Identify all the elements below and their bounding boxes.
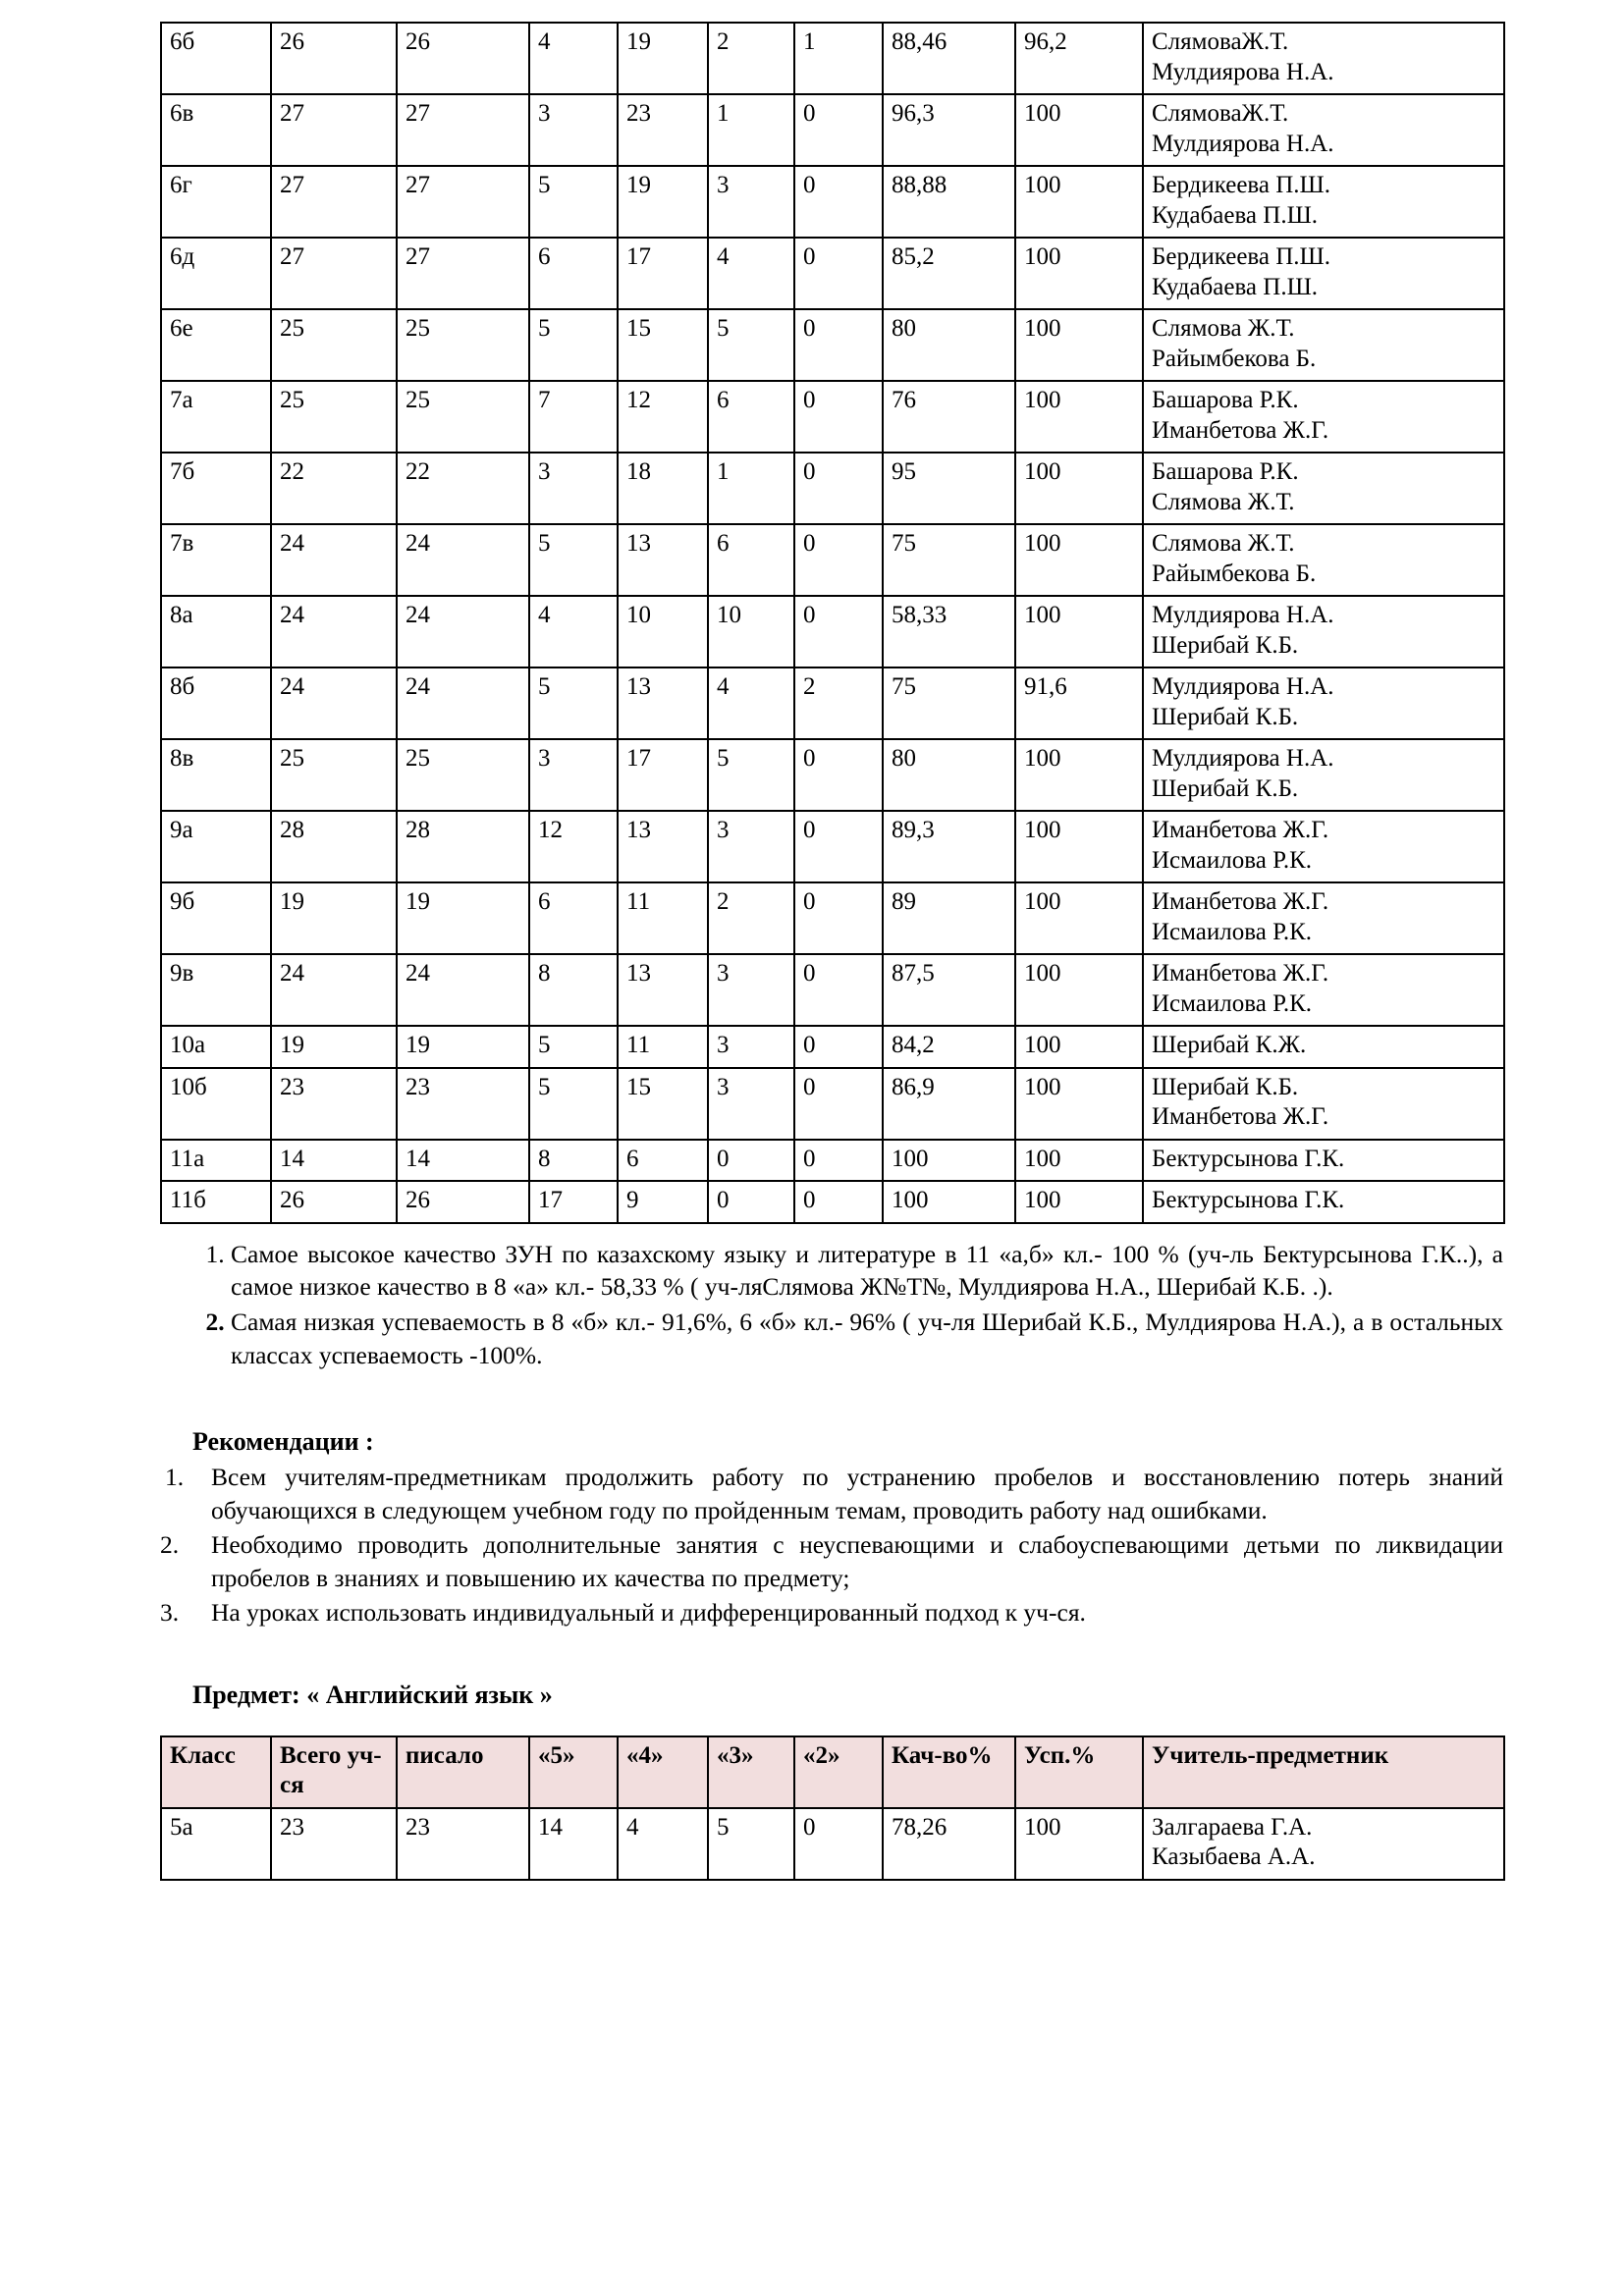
cell-mark3: 4 xyxy=(708,238,794,309)
cell-quality: 78,26 xyxy=(883,1808,1015,1880)
cell-mark4: 17 xyxy=(618,739,708,811)
cell-class: 9а xyxy=(161,811,271,882)
cell-teachers xyxy=(1143,811,1504,882)
teacher-name: Бектурсынова Г.К. xyxy=(1152,1145,1345,1172)
table-row xyxy=(161,381,1504,453)
cell-mark5: 8 xyxy=(529,1140,618,1182)
cell-mark3: 1 xyxy=(708,453,794,524)
col-header-teacher: Учитель-предметник xyxy=(1143,1736,1504,1808)
list-item xyxy=(160,1596,1503,1629)
teacher-name: Исмаилова Р.К. xyxy=(1152,989,1313,1017)
cell-teachers xyxy=(1143,667,1504,739)
cell-wrote: 25 xyxy=(397,381,529,453)
cell-mark3: 5 xyxy=(708,1808,794,1880)
cell-quality: 96,3 xyxy=(883,94,1015,166)
cell-success: 100 xyxy=(1015,238,1143,309)
cell-quality: 88,88 xyxy=(883,166,1015,238)
cell-class: 11а xyxy=(161,1140,271,1182)
cell-class: 6д xyxy=(161,238,271,309)
cell-total: 24 xyxy=(271,667,397,739)
cell-mark2: 0 xyxy=(794,1068,883,1140)
table-row xyxy=(161,1026,1504,1068)
teacher-name: Казыбаева А.А. xyxy=(1152,1843,1316,1871)
cell-success: 100 xyxy=(1015,309,1143,381)
cell-mark5: 5 xyxy=(529,166,618,238)
cell-wrote: 26 xyxy=(397,23,529,94)
cell-mark2: 0 xyxy=(794,1808,883,1880)
cell-mark5: 12 xyxy=(529,811,618,882)
cell-quality: 75 xyxy=(883,524,1015,596)
cell-success: 100 xyxy=(1015,1068,1143,1140)
cell-total: 26 xyxy=(271,23,397,94)
list-item-text: На уроках использовать индивидуальный и дифференцированный подход к уч-ся. xyxy=(211,1597,1086,1627)
teacher-name: Слямова Ж.Т. xyxy=(1152,530,1295,557)
cell-mark2: 1 xyxy=(794,23,883,94)
cell-mark4: 19 xyxy=(618,166,708,238)
teacher-name: Иманбетова Ж.Г. xyxy=(1152,817,1329,843)
col-header-mark2: «2» xyxy=(794,1736,883,1808)
cell-mark2: 0 xyxy=(794,811,883,882)
cell-total: 23 xyxy=(271,1808,397,1880)
cell-total: 28 xyxy=(271,811,397,882)
subject-table-body xyxy=(161,1808,1504,1880)
cell-class: 6г xyxy=(161,166,271,238)
cell-mark2: 0 xyxy=(794,882,883,954)
cell-quality: 87,5 xyxy=(883,954,1015,1026)
table-row xyxy=(161,811,1504,882)
teacher-name: Слямова Ж.Т. xyxy=(1152,315,1295,342)
cell-wrote: 24 xyxy=(397,524,529,596)
recommendations-title: Рекомендации : xyxy=(192,1427,374,1457)
teacher-name: Мулдиярова Н.А. xyxy=(1152,58,1334,85)
table-row xyxy=(161,94,1504,166)
cell-mark2: 0 xyxy=(794,453,883,524)
cell-mark4: 19 xyxy=(618,23,708,94)
table-row xyxy=(161,596,1504,667)
teacher-name: Шерибай К.Б. xyxy=(1152,631,1299,659)
cell-total: 14 xyxy=(271,1140,397,1182)
cell-wrote: 26 xyxy=(397,1181,529,1223)
list-item: 1. Самое высокое качество ЗУН по казахскому языку и литературе в 11 «а,б» кл.- 100 % (уч-ль Бектурсынова Г.К..), а самое низкое качество в 8 «а» кл.- 58,33 % ( уч-ляСлямова Ж№Т№, Мулдиярова Н.А., Шерибай К.Б. .). xyxy=(231,1238,1503,1305)
col-header-success: Усп.% xyxy=(1015,1736,1143,1808)
cell-mark5: 5 xyxy=(529,1068,618,1140)
cell-wrote: 28 xyxy=(397,811,529,882)
teacher-name: Кудабаева П.Ш. xyxy=(1152,273,1319,300)
teacher-name: Шерибай К.Б. xyxy=(1152,774,1299,802)
cell-teachers xyxy=(1143,954,1504,1026)
teacher-name: Иманбетова Ж.Г. xyxy=(1152,416,1329,444)
cell-mark2: 0 xyxy=(794,1181,883,1223)
cell-quality: 75 xyxy=(883,667,1015,739)
cell-mark4: 9 xyxy=(618,1181,708,1223)
cell-quality: 100 xyxy=(883,1181,1015,1223)
cell-success: 100 xyxy=(1015,1181,1143,1223)
cell-mark4: 12 xyxy=(618,381,708,453)
cell-success: 100 xyxy=(1015,954,1143,1026)
cell-success: 100 xyxy=(1015,1140,1143,1182)
cell-wrote: 23 xyxy=(397,1068,529,1140)
cell-wrote: 27 xyxy=(397,238,529,309)
cell-wrote: 27 xyxy=(397,94,529,166)
cell-mark4: 13 xyxy=(618,667,708,739)
cell-class: 7б xyxy=(161,453,271,524)
col-header-total: Всего уч-ся xyxy=(271,1736,397,1808)
table-row xyxy=(161,309,1504,381)
cell-mark5: 5 xyxy=(529,309,618,381)
recommendations-list xyxy=(160,1461,1503,1629)
cell-class: 6б xyxy=(161,23,271,94)
cell-mark3: 5 xyxy=(708,309,794,381)
cell-wrote: 27 xyxy=(397,166,529,238)
cell-teachers xyxy=(1143,882,1504,954)
teacher-name: Райымбекова Б. xyxy=(1152,560,1317,587)
list-item-number: 3. xyxy=(160,1597,180,1627)
cell-mark3: 3 xyxy=(708,1026,794,1068)
cell-wrote: 25 xyxy=(397,739,529,811)
cell-mark5: 7 xyxy=(529,381,618,453)
cell-quality: 84,2 xyxy=(883,1026,1015,1068)
cell-total: 27 xyxy=(271,166,397,238)
teacher-name: Кудабаева П.Ш. xyxy=(1152,201,1319,229)
cell-teachers xyxy=(1143,453,1504,524)
grades-table xyxy=(160,22,1505,1224)
cell-mark3: 3 xyxy=(708,811,794,882)
cell-mark5: 4 xyxy=(529,596,618,667)
table-row xyxy=(161,453,1504,524)
cell-teachers xyxy=(1143,23,1504,94)
cell-mark2: 0 xyxy=(794,309,883,381)
teacher-name: Иманбетова Ж.Г. xyxy=(1152,1103,1329,1130)
cell-wrote: 25 xyxy=(397,309,529,381)
grades-table-body xyxy=(161,23,1504,1223)
cell-success: 100 xyxy=(1015,811,1143,882)
cell-quality: 58,33 xyxy=(883,596,1015,667)
cell-success: 100 xyxy=(1015,524,1143,596)
teacher-name: Иманбетова Ж.Г. xyxy=(1152,960,1329,987)
cell-wrote: 22 xyxy=(397,453,529,524)
cell-teachers xyxy=(1143,309,1504,381)
cell-class: 6е xyxy=(161,309,271,381)
teacher-name: Бердикеева П.Ш. xyxy=(1152,243,1331,270)
subject-title: Предмет: « Английский язык » xyxy=(192,1680,553,1709)
cell-mark4: 15 xyxy=(618,309,708,381)
cell-wrote: 24 xyxy=(397,954,529,1026)
cell-wrote: 23 xyxy=(397,1808,529,1880)
cell-mark4: 11 xyxy=(618,1026,708,1068)
cell-total: 25 xyxy=(271,739,397,811)
teacher-name: Слямова Ж.Т. xyxy=(1152,488,1295,515)
cell-success: 100 xyxy=(1015,166,1143,238)
col-header-mark3: «3» xyxy=(708,1736,794,1808)
teacher-name: Исмаилова Р.К. xyxy=(1152,846,1313,874)
table-row xyxy=(161,1140,1504,1182)
cell-class: 9в xyxy=(161,954,271,1026)
cell-mark3: 5 xyxy=(708,739,794,811)
cell-wrote: 14 xyxy=(397,1140,529,1182)
cell-mark5: 5 xyxy=(529,524,618,596)
cell-class: 5а xyxy=(161,1808,271,1880)
table-row xyxy=(161,166,1504,238)
cell-quality: 95 xyxy=(883,453,1015,524)
cell-mark3: 2 xyxy=(708,882,794,954)
table-row xyxy=(161,954,1504,1026)
cell-mark5: 4 xyxy=(529,23,618,94)
cell-mark5: 8 xyxy=(529,954,618,1026)
cell-teachers xyxy=(1143,1140,1504,1182)
cell-class: 10б xyxy=(161,1068,271,1140)
teacher-name: Мулдиярова Н.А. xyxy=(1152,673,1334,700)
cell-mark4: 11 xyxy=(618,882,708,954)
cell-mark3: 3 xyxy=(708,954,794,1026)
list-item-text: Необходимо проводить дополнительные занятия с неуспевающими и слабоуспевающими детьми по ликвидации пробелов в знаниях и повышению их качества по предмету; xyxy=(211,1529,1503,1592)
table-row xyxy=(161,739,1504,811)
findings-list xyxy=(160,1238,1503,1373)
cell-success: 100 xyxy=(1015,1026,1143,1068)
cell-wrote: 24 xyxy=(397,596,529,667)
cell-quality: 100 xyxy=(883,1140,1015,1182)
cell-mark5: 5 xyxy=(529,1026,618,1068)
col-header-mark5: «5» xyxy=(529,1736,618,1808)
cell-mark2: 0 xyxy=(794,166,883,238)
teacher-name: Иманбетова Ж.Г. xyxy=(1152,888,1329,915)
cell-success: 100 xyxy=(1015,739,1143,811)
cell-total: 24 xyxy=(271,954,397,1026)
cell-class: 8а xyxy=(161,596,271,667)
cell-teachers xyxy=(1143,94,1504,166)
cell-mark4: 6 xyxy=(618,1140,708,1182)
teacher-name: Башарова Р.К. xyxy=(1152,387,1299,413)
cell-mark2: 0 xyxy=(794,596,883,667)
cell-teachers xyxy=(1143,166,1504,238)
cell-quality: 80 xyxy=(883,739,1015,811)
subject-table xyxy=(160,1735,1505,1881)
table-row xyxy=(161,667,1504,739)
cell-mark4: 18 xyxy=(618,453,708,524)
cell-mark4: 13 xyxy=(618,524,708,596)
table-row xyxy=(161,23,1504,94)
cell-mark3: 0 xyxy=(708,1181,794,1223)
cell-success: 91,6 xyxy=(1015,667,1143,739)
cell-mark4: 4 xyxy=(618,1808,708,1880)
page-content xyxy=(160,22,1503,1881)
col-header-wrote: писало xyxy=(397,1736,529,1808)
cell-mark5: 6 xyxy=(529,238,618,309)
table-row xyxy=(161,238,1504,309)
cell-mark2: 0 xyxy=(794,524,883,596)
teacher-name: Мулдиярова Н.А. xyxy=(1152,745,1334,772)
cell-mark5: 14 xyxy=(529,1808,618,1880)
cell-success: 100 xyxy=(1015,596,1143,667)
cell-class: 7а xyxy=(161,381,271,453)
cell-mark2: 0 xyxy=(794,238,883,309)
cell-total: 24 xyxy=(271,524,397,596)
cell-mark5: 6 xyxy=(529,882,618,954)
cell-total: 22 xyxy=(271,453,397,524)
cell-teachers xyxy=(1143,1026,1504,1068)
cell-success: 100 xyxy=(1015,1808,1143,1880)
cell-teachers xyxy=(1143,739,1504,811)
cell-mark3: 6 xyxy=(708,381,794,453)
cell-total: 27 xyxy=(271,94,397,166)
cell-mark5: 5 xyxy=(529,667,618,739)
cell-mark5: 3 xyxy=(529,739,618,811)
cell-mark3: 3 xyxy=(708,1068,794,1140)
cell-class: 8в xyxy=(161,739,271,811)
cell-mark5: 3 xyxy=(529,453,618,524)
cell-mark3: 0 xyxy=(708,1140,794,1182)
cell-total: 26 xyxy=(271,1181,397,1223)
cell-mark3: 3 xyxy=(708,166,794,238)
cell-class: 11б xyxy=(161,1181,271,1223)
cell-quality: 89,3 xyxy=(883,811,1015,882)
cell-quality: 85,2 xyxy=(883,238,1015,309)
cell-total: 25 xyxy=(271,309,397,381)
teacher-name: Бектурсынова Г.К. xyxy=(1152,1187,1345,1213)
subject-table-head xyxy=(161,1736,1504,1808)
cell-quality: 89 xyxy=(883,882,1015,954)
cell-mark2: 2 xyxy=(794,667,883,739)
cell-teachers xyxy=(1143,1181,1504,1223)
cell-mark4: 13 xyxy=(618,954,708,1026)
cell-mark3: 4 xyxy=(708,667,794,739)
teacher-name: Шерибай К.Ж. xyxy=(1152,1032,1307,1058)
cell-mark4: 17 xyxy=(618,238,708,309)
list-item-number: 1. xyxy=(165,1463,185,1492)
cell-mark4: 23 xyxy=(618,94,708,166)
teacher-name: Бердикеева П.Ш. xyxy=(1152,172,1331,198)
teacher-name: Мулдиярова Н.А. xyxy=(1152,602,1334,628)
table-row xyxy=(161,1068,1504,1140)
cell-wrote: 19 xyxy=(397,882,529,954)
cell-mark2: 0 xyxy=(794,739,883,811)
table-row xyxy=(161,1181,1504,1223)
cell-teachers xyxy=(1143,1808,1504,1880)
cell-success: 96,2 xyxy=(1015,23,1143,94)
table-header-row xyxy=(161,1736,1504,1808)
col-header-mark4: «4» xyxy=(618,1736,708,1808)
cell-mark3: 10 xyxy=(708,596,794,667)
cell-success: 100 xyxy=(1015,381,1143,453)
cell-quality: 76 xyxy=(883,381,1015,453)
cell-mark3: 2 xyxy=(708,23,794,94)
cell-total: 19 xyxy=(271,1026,397,1068)
list-item xyxy=(160,1461,1503,1527)
cell-class: 10а xyxy=(161,1026,271,1068)
cell-class: 7в xyxy=(161,524,271,596)
cell-mark3: 6 xyxy=(708,524,794,596)
cell-mark4: 15 xyxy=(618,1068,708,1140)
cell-total: 23 xyxy=(271,1068,397,1140)
list-item xyxy=(160,1528,1503,1595)
teacher-name: Шерибай К.Б. xyxy=(1152,1073,1299,1100)
cell-mark2: 0 xyxy=(794,1140,883,1182)
cell-total: 25 xyxy=(271,381,397,453)
table-row xyxy=(161,882,1504,954)
cell-wrote: 19 xyxy=(397,1026,529,1068)
list-item-text: Всем учителям-предметникам продолжить работу по устранению пробелов и восстановлению потерь знаний обучающихся в следующем учебном году по пройденным темам, проводить работу над ошибками. xyxy=(211,1463,1503,1525)
teacher-name: Мулдиярова Н.А. xyxy=(1152,130,1334,157)
table-row xyxy=(161,524,1504,596)
cell-success: 100 xyxy=(1015,882,1143,954)
cell-mark2: 0 xyxy=(794,1026,883,1068)
cell-total: 24 xyxy=(271,596,397,667)
teacher-name: Залгараева Г.А. xyxy=(1152,1813,1313,1841)
cell-wrote: 24 xyxy=(397,667,529,739)
cell-success: 100 xyxy=(1015,94,1143,166)
cell-total: 27 xyxy=(271,238,397,309)
cell-mark4: 10 xyxy=(618,596,708,667)
cell-teachers xyxy=(1143,596,1504,667)
col-header-class: Класс xyxy=(161,1736,271,1808)
col-header-quality: Кач-во% xyxy=(883,1736,1015,1808)
teacher-name: Райымбекова Б. xyxy=(1152,345,1317,372)
cell-class: 8б xyxy=(161,667,271,739)
cell-mark2: 0 xyxy=(794,954,883,1026)
cell-mark5: 17 xyxy=(529,1181,618,1223)
list-item-number: 2. xyxy=(160,1529,180,1559)
cell-mark2: 0 xyxy=(794,94,883,166)
teacher-name: Башарова Р.К. xyxy=(1152,458,1299,485)
teacher-name: Шерибай К.Б. xyxy=(1152,703,1299,730)
cell-mark2: 0 xyxy=(794,381,883,453)
cell-quality: 80 xyxy=(883,309,1015,381)
cell-mark4: 13 xyxy=(618,811,708,882)
cell-class: 9б xyxy=(161,882,271,954)
cell-success: 100 xyxy=(1015,453,1143,524)
teacher-name: СлямоваЖ.Т. xyxy=(1152,28,1289,55)
list-item: 2. Самая низкая успеваемость в 8 «б» кл.- 91,6%, 6 «б» кл.- 96% ( уч-ля Шерибай К.Б., Мулдиярова Н.А.), а в остальных классах успеваемость -100%. xyxy=(231,1306,1503,1372)
cell-teachers xyxy=(1143,238,1504,309)
cell-class: 6в xyxy=(161,94,271,166)
cell-teachers xyxy=(1143,1068,1504,1140)
cell-quality: 86,9 xyxy=(883,1068,1015,1140)
cell-mark3: 1 xyxy=(708,94,794,166)
cell-total: 19 xyxy=(271,882,397,954)
cell-mark5: 3 xyxy=(529,94,618,166)
cell-quality: 88,46 xyxy=(883,23,1015,94)
teacher-name: СлямоваЖ.Т. xyxy=(1152,100,1289,127)
table-row xyxy=(161,1808,1504,1880)
teacher-name: Исмаилова Р.К. xyxy=(1152,918,1313,945)
cell-teachers xyxy=(1143,524,1504,596)
cell-teachers xyxy=(1143,381,1504,453)
